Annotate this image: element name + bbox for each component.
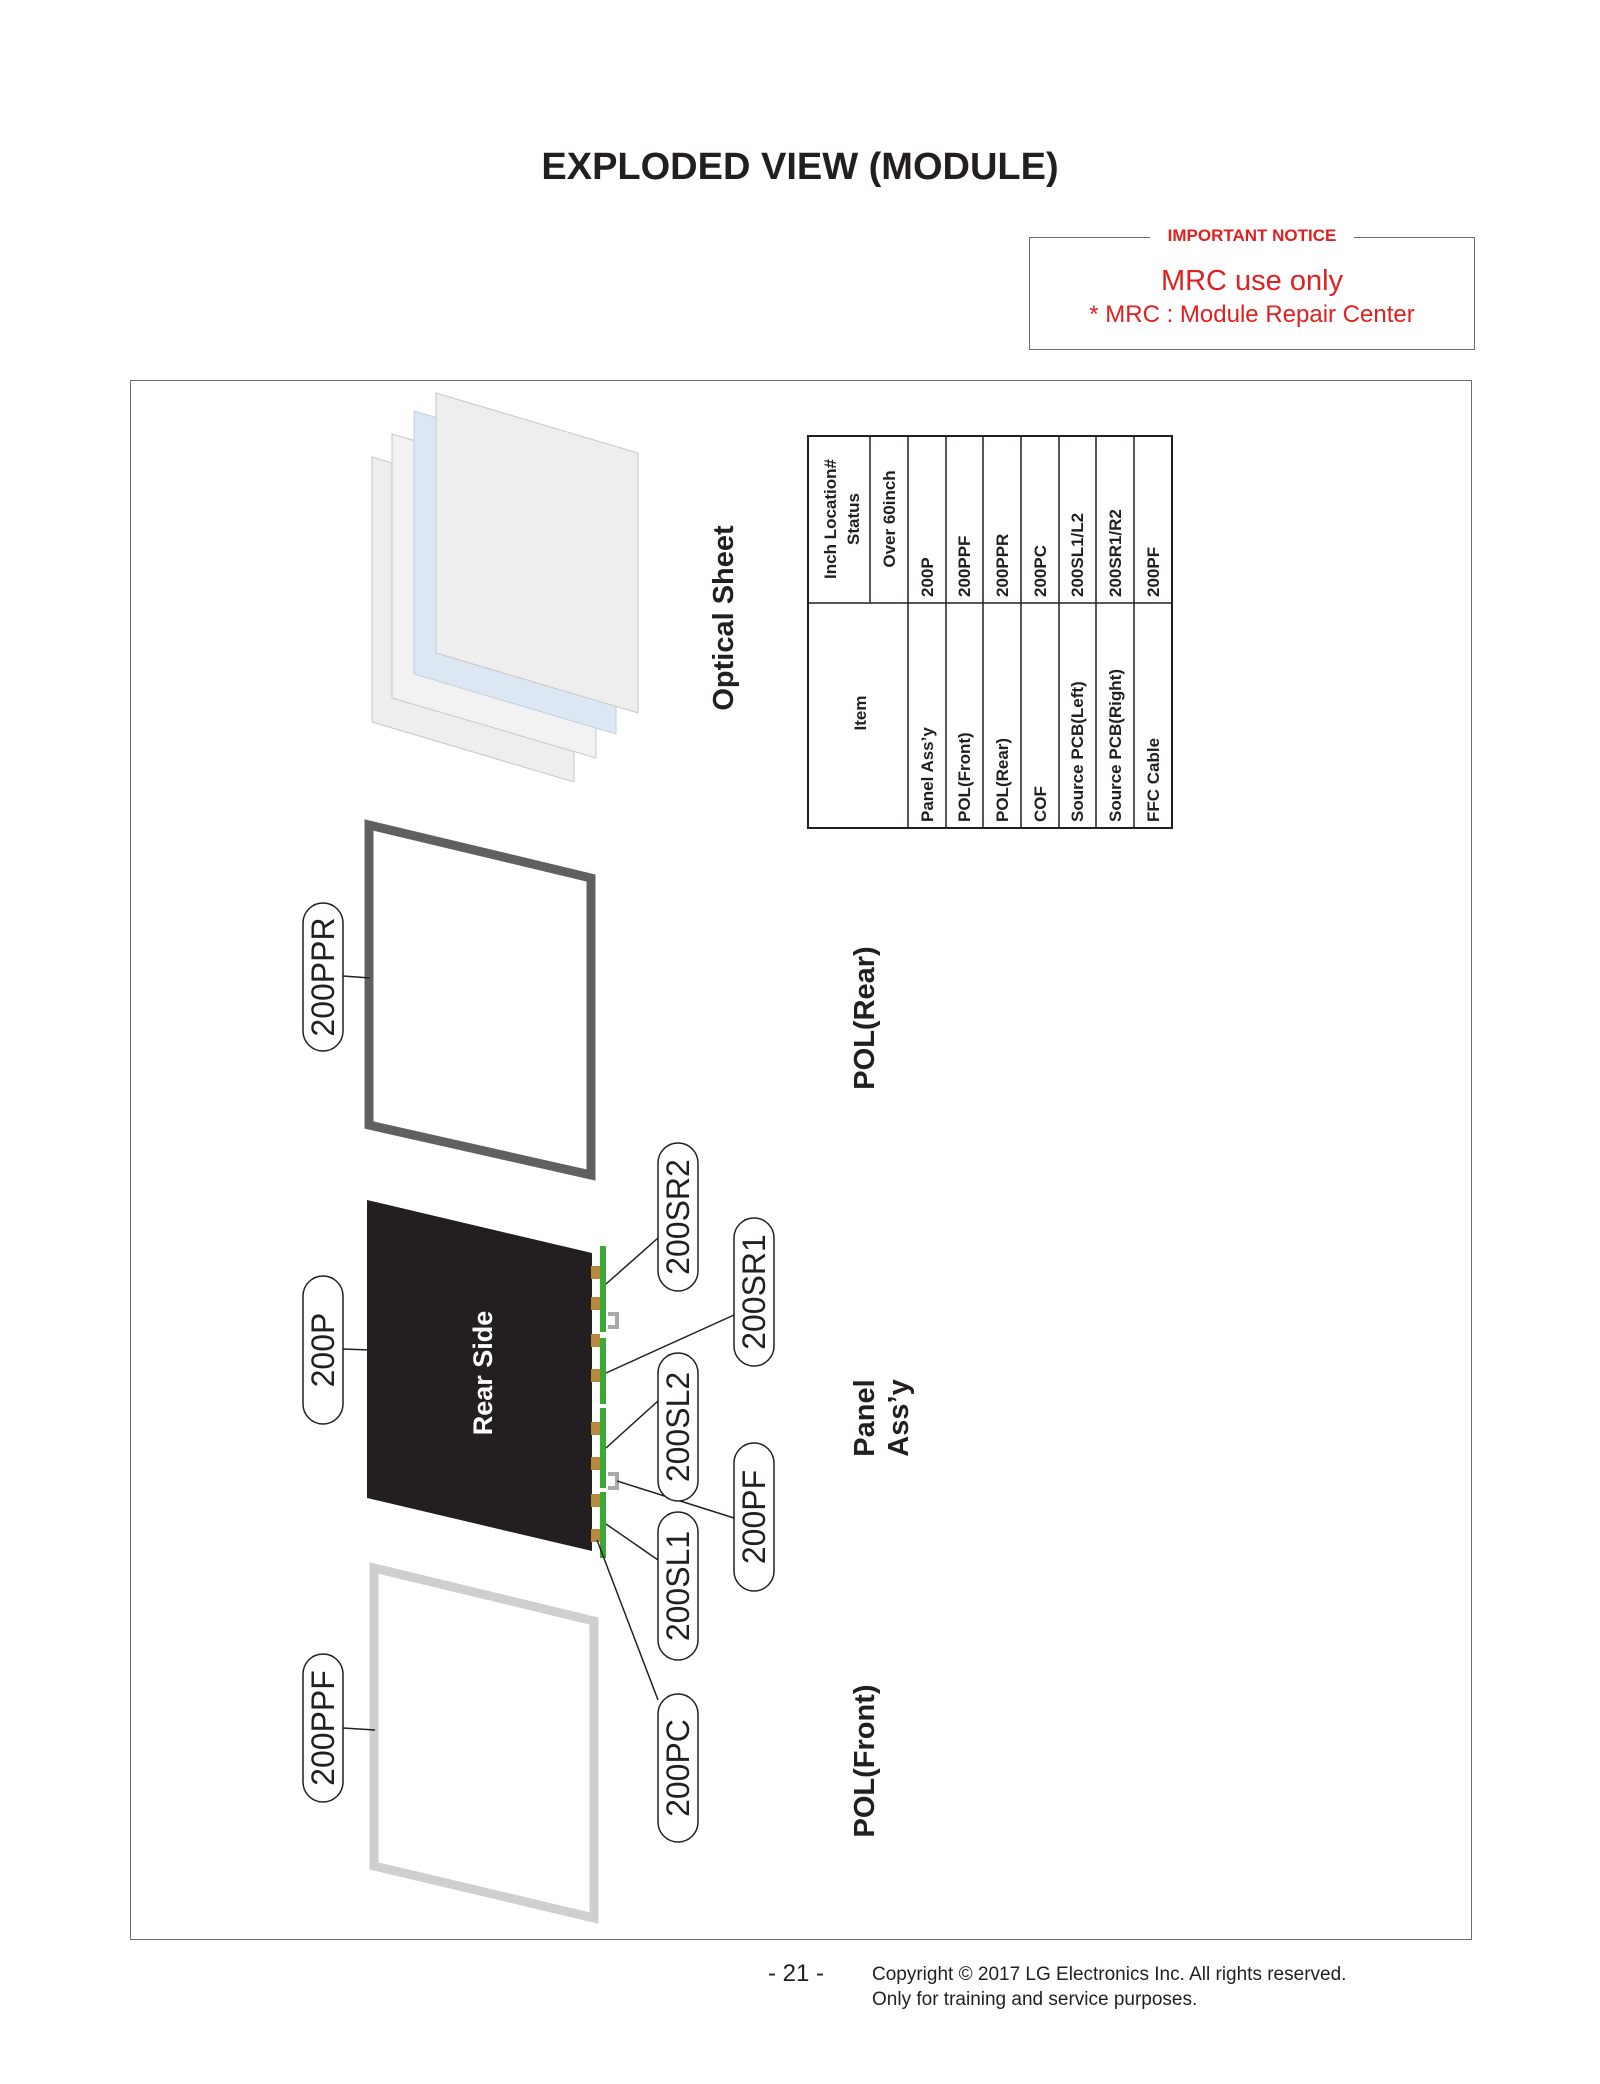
source-pcb-r2 — [600, 1246, 606, 1332]
leader-line-pc — [597, 1540, 658, 1700]
pol-front-label: POL(Front) — [849, 1684, 881, 1838]
cof-chip — [591, 1297, 600, 1310]
table-header-location-line2: Status — [844, 493, 863, 545]
ffc-cable-connector — [608, 1474, 617, 1488]
rear-side-label: Rear Side — [468, 1310, 498, 1436]
cof-chip — [591, 1422, 600, 1435]
table-cell-location: 200P — [918, 557, 937, 597]
panel-assy-label-line2: Ass’y — [883, 1379, 915, 1457]
parts-location-table — [808, 436, 1172, 828]
table-cell-item: Source PCB(Right) — [1106, 669, 1125, 822]
copyright-notice — [872, 1962, 1346, 2012]
table-subheader: Over 60inch — [880, 470, 899, 568]
callout-200pc: 200PC — [660, 1719, 696, 1817]
copyright-line-1: Copyright © 2017 LG Electronics Inc. All rights reserved. — [872, 1964, 1347, 1985]
callout-200sl2: 200SL2 — [660, 1371, 696, 1483]
panel-assy-label-line1: Panel — [849, 1379, 881, 1457]
pol-rear-label: POL(Rear) — [849, 946, 881, 1090]
table-cell-item: Panel Ass’y — [918, 727, 937, 822]
cof-chips — [591, 1266, 600, 1542]
cof-chip — [591, 1529, 600, 1542]
table-header-item: Item — [851, 695, 870, 731]
callout-200sr1: 200SR1 — [736, 1234, 772, 1350]
source-pcbs — [600, 1246, 606, 1558]
callout-200p: 200P — [305, 1312, 341, 1388]
table-cell-item: Source PCB(Left) — [1068, 681, 1087, 822]
page-title: EXPLODED VIEW (MODULE) — [541, 146, 1059, 188]
leader-line-p — [343, 1349, 370, 1350]
ffc-cable-connector — [608, 1314, 617, 1327]
source-pcb-l1 — [600, 1492, 606, 1558]
cof-chip — [591, 1457, 600, 1470]
source-pcb-l2 — [600, 1408, 606, 1488]
ffc-cables — [608, 1314, 617, 1488]
copyright-line-2: Only for training and service purposes. — [872, 1989, 1198, 2010]
notice-sub-text: * MRC : Module Repair Center — [1089, 301, 1415, 328]
table-cell-item: COF — [1031, 786, 1050, 822]
optical-sheet-stack — [372, 393, 638, 782]
table-cell-location: 200PPF — [955, 535, 974, 597]
cof-chip — [591, 1369, 600, 1382]
leader-line-sl2 — [606, 1401, 658, 1448]
table-cell-item: POL(Front) — [955, 732, 974, 822]
optical-sheet-label: Optical Sheet — [708, 525, 740, 711]
pol-rear-frame — [369, 825, 591, 1175]
table-cell-item: FFC Cable — [1144, 737, 1163, 822]
leader-line-sl1 — [606, 1524, 658, 1560]
table-cell-location: 200PC — [1031, 545, 1050, 597]
source-pcb-r1 — [600, 1338, 606, 1404]
notice-main-text: MRC use only — [1160, 265, 1344, 297]
notice-header-text: IMPORTANT NOTICE — [1150, 226, 1355, 245]
table-cell-location: 200SR1/R2 — [1106, 509, 1125, 597]
cof-chip — [591, 1334, 600, 1347]
page-number: - 21 - — [768, 1960, 825, 1987]
table-cell-location: 200SL1/L2 — [1068, 512, 1087, 597]
callout-200ppf: 200PPF — [305, 1670, 341, 1786]
table-cell-location: 200PF — [1144, 546, 1163, 597]
table-header-location-line1: Inch Location# — [821, 459, 840, 579]
callout-200sr2: 200SR2 — [660, 1159, 696, 1275]
callout-200pf: 200PF — [736, 1469, 772, 1565]
callout-200sl1: 200SL1 — [660, 1530, 696, 1642]
table-cell-location: 200PPR — [993, 533, 1012, 597]
pol-front-frame — [374, 1568, 594, 1918]
callout-200ppr: 200PPR — [305, 917, 341, 1037]
table-cell-item: POL(Rear) — [993, 737, 1012, 822]
leader-line-sr2 — [606, 1238, 658, 1284]
cof-chip — [591, 1494, 600, 1507]
cof-chip — [591, 1266, 600, 1279]
